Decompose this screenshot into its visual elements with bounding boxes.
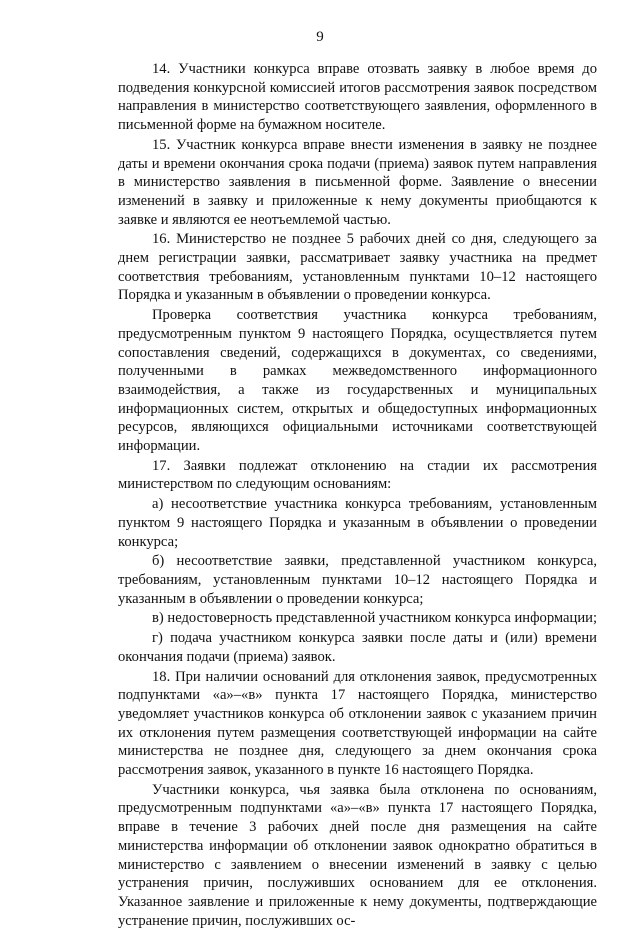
paragraph-17-item-g: г) подача участником конкурса заявки после даты и (или) времени окончания подачи (приема) заявок. bbox=[118, 630, 597, 665]
paragraph-16-verification: Проверка соответствия участника конкурса требованиям, предусмотренным пунктом 9 настоящего Порядка, осуществляется путем сопоставления сведений, содержащихся в документах, со сведениями, полученными в рамках межведомственного информационного взаимодействия, а также из государственных и муниципальных информационных систем, открытых и общедоступных информационных ресурсов, являющихся официальными источниками соответствующей информации. bbox=[118, 307, 597, 455]
paragraph-18: 18. При наличии оснований для отклонения заявок, предусмотренных подпунктами «а»–«в» пункта 17 настоящего Порядка, министерство уведомляет участников конкурса об отклонении заявок с указанием причин их отклонения путем размещения соответствующей информации на сайте министерства не позднее дня, следующего за днем окончания срока рассмотрения заявок, указанного в пункте 16 настоящего Порядка. bbox=[118, 668, 597, 779]
paragraph-14: 14. Участники конкурса вправе отозвать заявку в любое время до подведения конкурсной комиссией итогов рассмотрения заявок посредством направления в министерство соответствующего заявления, оформленного в письменной форме на бумажном носителе. bbox=[118, 61, 597, 134]
paragraph-18-appeal: Участники конкурса, чья заявка была отклонена по основаниям, предусмотренным подпунктами «а»–«в» пункта 17 настоящего Порядка, вправе в течение 3 рабочих дней после дня размещения на сайте министерства информации об отклонении заявок однократно обратиться в министерство с заявлением о внесении изменений в заявку с целью устранения причин, послуживших основанием для ее отклонения. Указанное заявление и приложенные к нему документы, подтверждающие устранение причин, послуживших ос- bbox=[118, 781, 597, 929]
page-number: 9 bbox=[316, 29, 324, 45]
paragraph-17: 17. Заявки подлежат отклонению на стадии их рассмотрения министерством по следующим основаниям: bbox=[118, 457, 597, 493]
paragraph-15: 15. Участник конкурса вправе внести изменения в заявку не позднее даты и времени окончания срока подачи (приема) заявок путем направления в министерство заявления в письменной форме. Заявление о внесении изменений в заявку и приложенные к нему документы приобщаются к заявке и являются ее неотъемлемой частью. bbox=[118, 136, 597, 228]
paragraph-17-item-v: в) недостоверность представленной участником конкурса информации; bbox=[152, 610, 598, 627]
paragraph-16: 16. Министерство не позднее 5 рабочих дней со дня, следующего за днем регистрации заявки, рассматривает заявку участника на предмет соответствия требованиям, установленным пунктами 10–12 настоящего Порядка и указанным в объявлении о проведении конкурса. bbox=[118, 231, 597, 304]
paragraph-17-item-a: а) несоответствие участника конкурса требованиям, установленным пунктом 9 настоящего Порядка и указанным в объявлении о проведении конкурса; bbox=[118, 496, 597, 550]
paragraph-17-item-b: б) несоответствие заявки, представленной участником конкурса, требованиям, установленным пунктами 10–12 настоящего Порядка и указанным в объявлении о проведении конкурса; bbox=[118, 553, 597, 607]
document-body bbox=[118, 60, 597, 930]
